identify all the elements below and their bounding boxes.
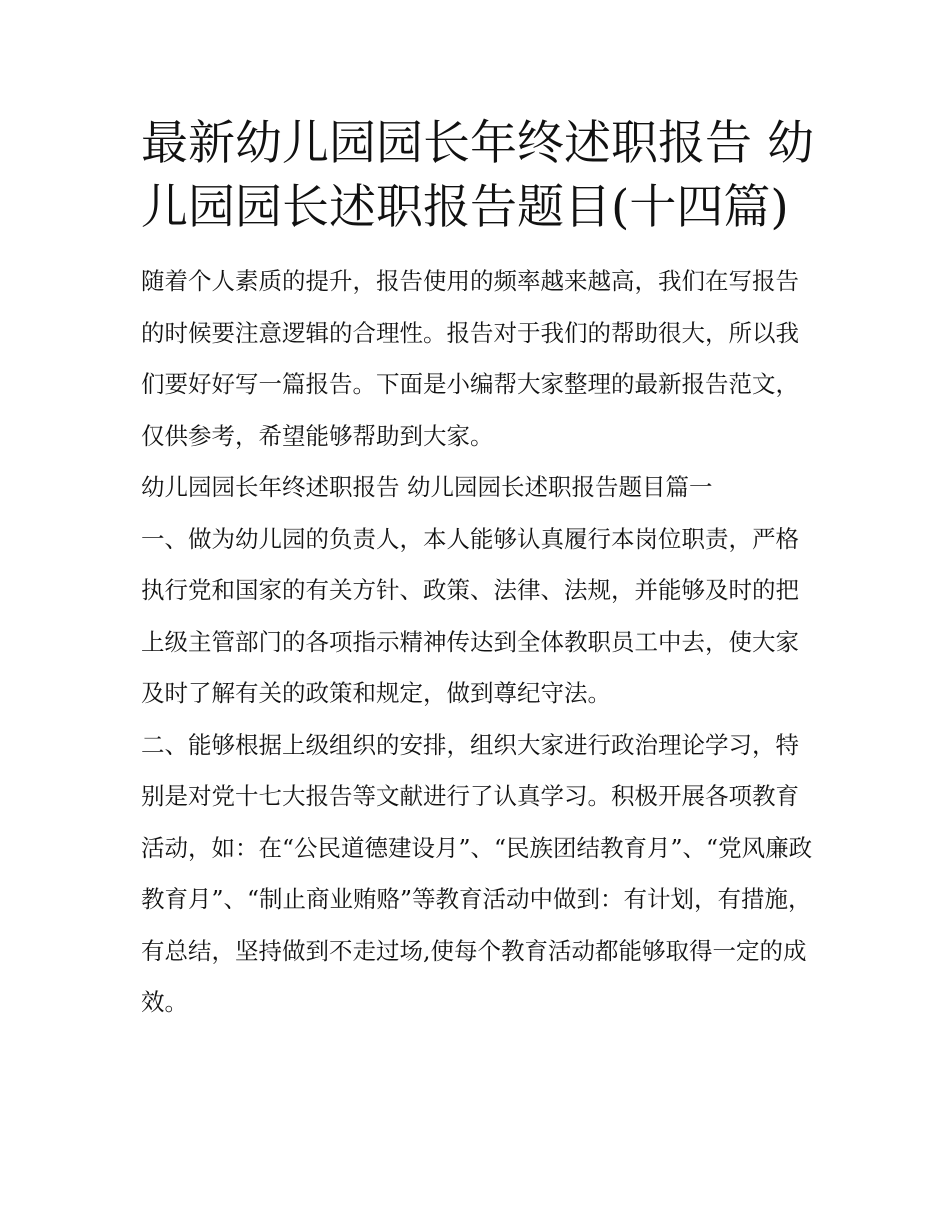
intro-paragraph: 随着个人素质的提升，报告使用的频率越来越高，我们在写报告的时候要注意逻辑的合理性。报告对于我们的帮助很大，所以我们要好好写一篇报告。下面是小编帮大家整理的最新报告范文，仅供参考，希望能够帮助到大家。 — [141, 267, 799, 450]
body-paragraph-2: 二、能够根据上级组织的安排，组织大家进行政治理论学习，特别是对党十七大报告等文献进行了认真学习。积极开展各项教育活动，如：在“公民道德建设月”、“民族团结教育月”、“党风廉政教育月”、“制止商业贿赂”等教育活动中做到：有计划，有措施，有总结，坚持做到不走过场,使每个教育活动都能够取得一定的成效。 — [141, 730, 813, 1016]
document-body — [141, 256, 816, 1029]
document-title: 最新幼儿园园长年终述职报告 幼儿园园长述职报告题目(十四篇) — [141, 116, 814, 235]
document-content — [141, 112, 816, 1029]
body-paragraph-1: 一、做为幼儿园的负责人，本人能够认真履行本岗位职责，严格执行党和国家的有关方针、政策、法律、法规，并能够及时的把上级主管部门的各项指示精神传达到全体教职员工中去，使大家及时了解有关的政策和规定，做到尊纪守法。 — [141, 524, 799, 707]
section-heading: 幼儿园园长年终述职报告 幼儿园园长述职报告题目篇一 — [141, 473, 713, 501]
